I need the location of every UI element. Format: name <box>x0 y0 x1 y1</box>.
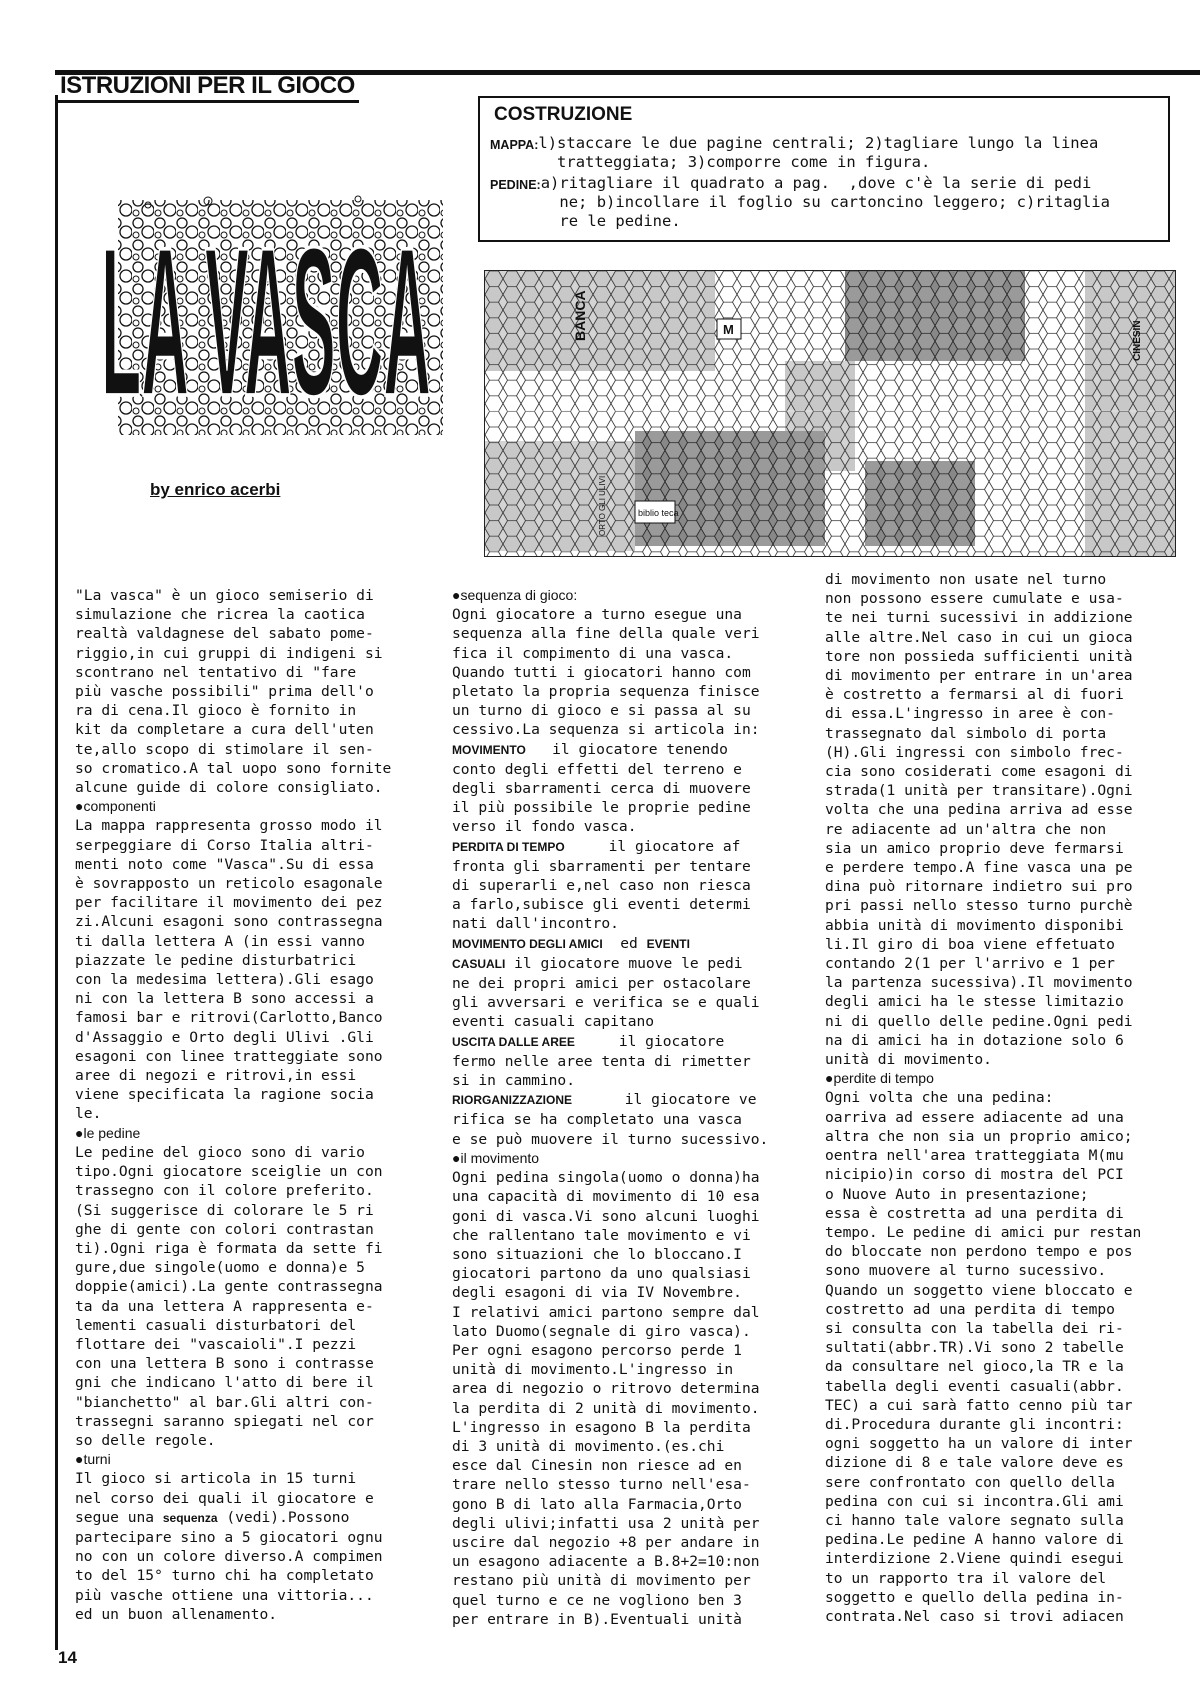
componenti-paragraph: La mappa rappresenta grosso modo il serpeggiare di Corso Italia altri- menti noto come "Vasca".Su di essa è sovrapposto un reticolo esagonale per facilitare il movimento dei pez zi.Alcuni esagoni sono contrassegna ti dalla lettera A (in essi vanno piazzate le pedine disturbatrici con la medesima lettera).Gli esago ni con la lettera B sono accessi a famosi bar e ritrovi(Carlotto,Banco d'Assaggio e Orto degli Ulivi .Gli esagoni con linee tratteggiate sono aree di negozi e ritrovi,in essi viene specificata la ragione socia le. <box>75 817 383 1123</box>
left-margin-rule <box>55 95 58 1650</box>
keyword-movimento-amici: MOVIMENTO DEGLI AMICI <box>452 936 603 951</box>
text-column-3 <box>825 570 1200 1626</box>
construction-pedine <box>490 174 1158 231</box>
heading-turni: ●turni <box>75 1451 111 1468</box>
page-number: 14 <box>58 1648 77 1667</box>
keyword-riorganizzazione: RIORGANIZZAZIONE <box>452 1093 572 1108</box>
column3-paragraph-a: di movimento non usate nel turno non possono essere cumulate e usa- te nei turni sucessivi in addizione alle altre.Nel caso in cui un gioca tore non possieda sufficienti unità di movimento per entrare in un'area è costretto a fermarsi al di fuori di essa.L'ingresso in aree è con- trassegnato dal simbolo di porta (H).Gli ingressi con simbolo frec- cia sono cosiderati come esagoni di strada(1 unità per transitare).Ogni volta che una pedina arriva ad esse re adiacente ad un'altra che non sia un amico proprio deve fermarsi e perdere tempo.A fine vasca una pe dina può ritornare indietro sui pro pri passi nello stesso turno purchè abbia unità di movimento disponibi li.Il giro di boa viene effetuato contando 2(1 per l'arrivo e 1 per la partenza sucessiva).Il movimento degli amici ha le stesse limitazio ni di quello delle pedine.Ogni pedi na di amici ha in dotazione solo 6 unità di movimento. <box>825 571 1133 1069</box>
map-label-m: M <box>723 322 734 337</box>
column3-paragraph-b: Ogni volta che una pedina: oarriva ad essere adiacente ad una altra che non sia un proprio amico; oentra nell'area tratteggiata M(mu nicipio)in corso di mostra del PCI o Nuove Auto in presentazione; essa è costretta ad una perdita di tempo. Le pedine di amici pur restan do bloccate non perdono tempo e pos sono muovere al turno sucessivo. Quando un soggetto viene bloccato e costretto ad una perdita di tempo si consulta con la tabella dei ri- sultati(abbr.TR).Vi sono 2 tabelle da consultare nel gioco,la TR e la tabella degli eventi casuali(abbr. TEC) a cui sarà fatto cenno più tar di.Procedura durante gli incontri: ogni soggetto ha un valore di inter dizione di 8 e tale valore deve es sere confrontato con quello della pedina con cui si incontra.Gli ami ci hanno tale valore segnato sulla pedina.Le pedine A hanno valore di interdizione 2.Viene quindi esegui to un rapporto tra il valore del soggetto e quello della pedina in- contrata.Nel caso si trovi adiacen <box>825 1089 1142 1625</box>
map-label-biblioteca: biblio teca <box>638 508 679 518</box>
uscita-paragraph: il giocatore fermo nelle aree tenta di rimetter si in cammino. <box>452 1032 751 1090</box>
riorg-paragraph: il giocatore ve rifica se ha completato una vasca e se può muovere il turno sucessivo. <box>452 1091 769 1148</box>
turni-keyword: sequenza <box>162 1510 218 1525</box>
text-column-1 <box>75 586 430 1624</box>
page-header-title: ISTRUZIONI PER IL GIOCO <box>58 72 359 103</box>
pedine-paragraph: Le pedine del gioco sono di vario tipo.Ogni giocatore sceiglie un con trassegno con il colore preferito. (Si suggerisce di colorare le 5 ri ghe di gente con colori contrastan ti).Ogni riga è formata da sette fi gure,due singole(uomo e donna)e 5 doppie(amici).La gente contrassegna ta da una lettera A rappresenta e- lementi casuali disturbatori del flottare dei "vascaioli".I pezzi con una lettera B sono i contrasse gni che indicano l'atto di bere il "bianchetto" al bar.Gli altri con- trassegni saranno spiegati nel cor so delle regole. <box>75 1143 383 1449</box>
game-map-figure <box>484 270 1176 557</box>
mappa-label: MAPPA: <box>490 138 539 152</box>
keyword-movimento: MOVIMENTO <box>452 742 526 757</box>
heading-movimento: ●il movimento <box>452 1149 540 1166</box>
byline: by enrico acerbi <box>150 480 281 499</box>
logo-text: LA VASCA <box>101 202 432 435</box>
keyword-ed: ed <box>602 934 647 952</box>
movimento-rules-paragraph: Ogni pedina singola(uomo o donna)ha una capacità di movimento di 10 esa goni di vasca.Vi sono alcuni luoghi che rallentano tale movimento e vi sono situazioni che lo bloccano.I giocatori partono da uno qualsiasi degli esagoni di via IV Novembre. I relativi amici partono sempre dal lato Duomo(segnale di giro vasca). Per ogni esagono percorso perde 1 unità di movimento.L'ingresso in area di negozio o ritrovo determina la perdita di 2 unità di movimento. L'ingresso in esagono B la perdita di 3 unità di movimento.(es.chi esce dal Cinesin non riesce ad en trare nello stesso turno nell'esa- gono B di lato alla Farmacia,Orto degli ulivi;infatti usa 2 unità per uscire dal negozio +8 per andare in un esagono adiacente a B.8+2=10:non restano più unità di movimento per quel turno e ce ne vogliono ben 3 per entrare in B).Eventuali unità <box>452 1169 760 1628</box>
keyword-eventi: EVENTI <box>646 936 690 951</box>
text-column-2 <box>452 586 807 1629</box>
perdita-paragraph: il giocatore af fronta gli sbarramenti per tentare di superarli e,nel caso non riesca a farlo,subisce gli eventi determi nati dall'incontro. <box>452 837 751 933</box>
turni-paragraph-a: Il gioco si articola in 15 turni nel corso dei quali il giocatore e segue una <box>75 1470 374 1526</box>
construction-mappa <box>490 134 1158 172</box>
la-vasca-logo <box>88 195 443 435</box>
casuali-paragraph: il giocatore muove le pedi ne dei propri amici per ostacolare gli avversari e verifica se e quali eventi casuali capitano <box>452 954 760 1031</box>
map-label-ortogli: ORTO GLI ULIVI <box>598 475 607 536</box>
construction-title: COSTRUZIONE <box>494 104 633 125</box>
sequenza-paragraph: Ogni giocatore a turno esegue una sequenza alla fine della quale veri fica il compimento di una vasca. Quando tutti i giocatori hanno com pletato la propria sequenza finisce un turno di gioco e si passa al su cessivo.La sequenza si articola in: <box>452 606 760 739</box>
heading-componenti: ●componenti <box>75 798 156 815</box>
pedine-text: a)ritagliare il quadrato a pag. ,dove c'è la serie di pedi ne; b)incollare il foglio su cartoncino leggero; c)ritaglia re le pedine. <box>540 174 1110 230</box>
keyword-uscita: USCITA DALLE AREE <box>452 1034 575 1049</box>
map-label-banca: BANCA <box>572 290 588 341</box>
keyword-casuali: CASUALI <box>452 956 506 971</box>
heading-perdite: ●perdite di tempo <box>825 1070 934 1087</box>
movimento-paragraph: il giocatore tenendo conto degli effetti del terreno e degli sbarramenti cerca di muovere il più possibile le proprie pedine verso il fondo vasca. <box>452 740 751 836</box>
heading-sequenza: ●sequenza di gioco: <box>452 587 578 603</box>
heading-pedine: ●le pedine <box>75 1124 141 1141</box>
intro-paragraph: "La vasca" è un gioco semiserio di simulazione che ricrea la caotica realtà valdagnese del sabato pome- riggio,in cui gruppi di indigeni si scontrano nel tentativo di "fare più vasche possibili" prima dell'o ra di cena.Il gioco è fornito in kit da completare a cura dell'uten te,allo scopo di stimolare il sen- so cromatico.A tal uopo sono fornite alcune guide di colore consigliato. <box>75 587 392 797</box>
map-label-cinesin: CINESIN <box>1132 320 1143 361</box>
construction-box <box>478 96 1170 242</box>
pedine-label: PEDINE: <box>490 178 541 192</box>
turni-paragraph-b: (vedi).Possono partecipare sino a 5 giocatori ognu no con un colore diverso.A compimen to del 15° turno chi ha completato più vasche ottiene una vittoria... ed un buon allenamento. <box>75 1508 383 1623</box>
mappa-text: l)staccare le due pagine centrali; 2)tagliare lungo la linea tratteggiata; 3)comporre come in figura. <box>538 134 1099 171</box>
keyword-perdita: PERDITA DI TEMPO <box>452 839 565 854</box>
